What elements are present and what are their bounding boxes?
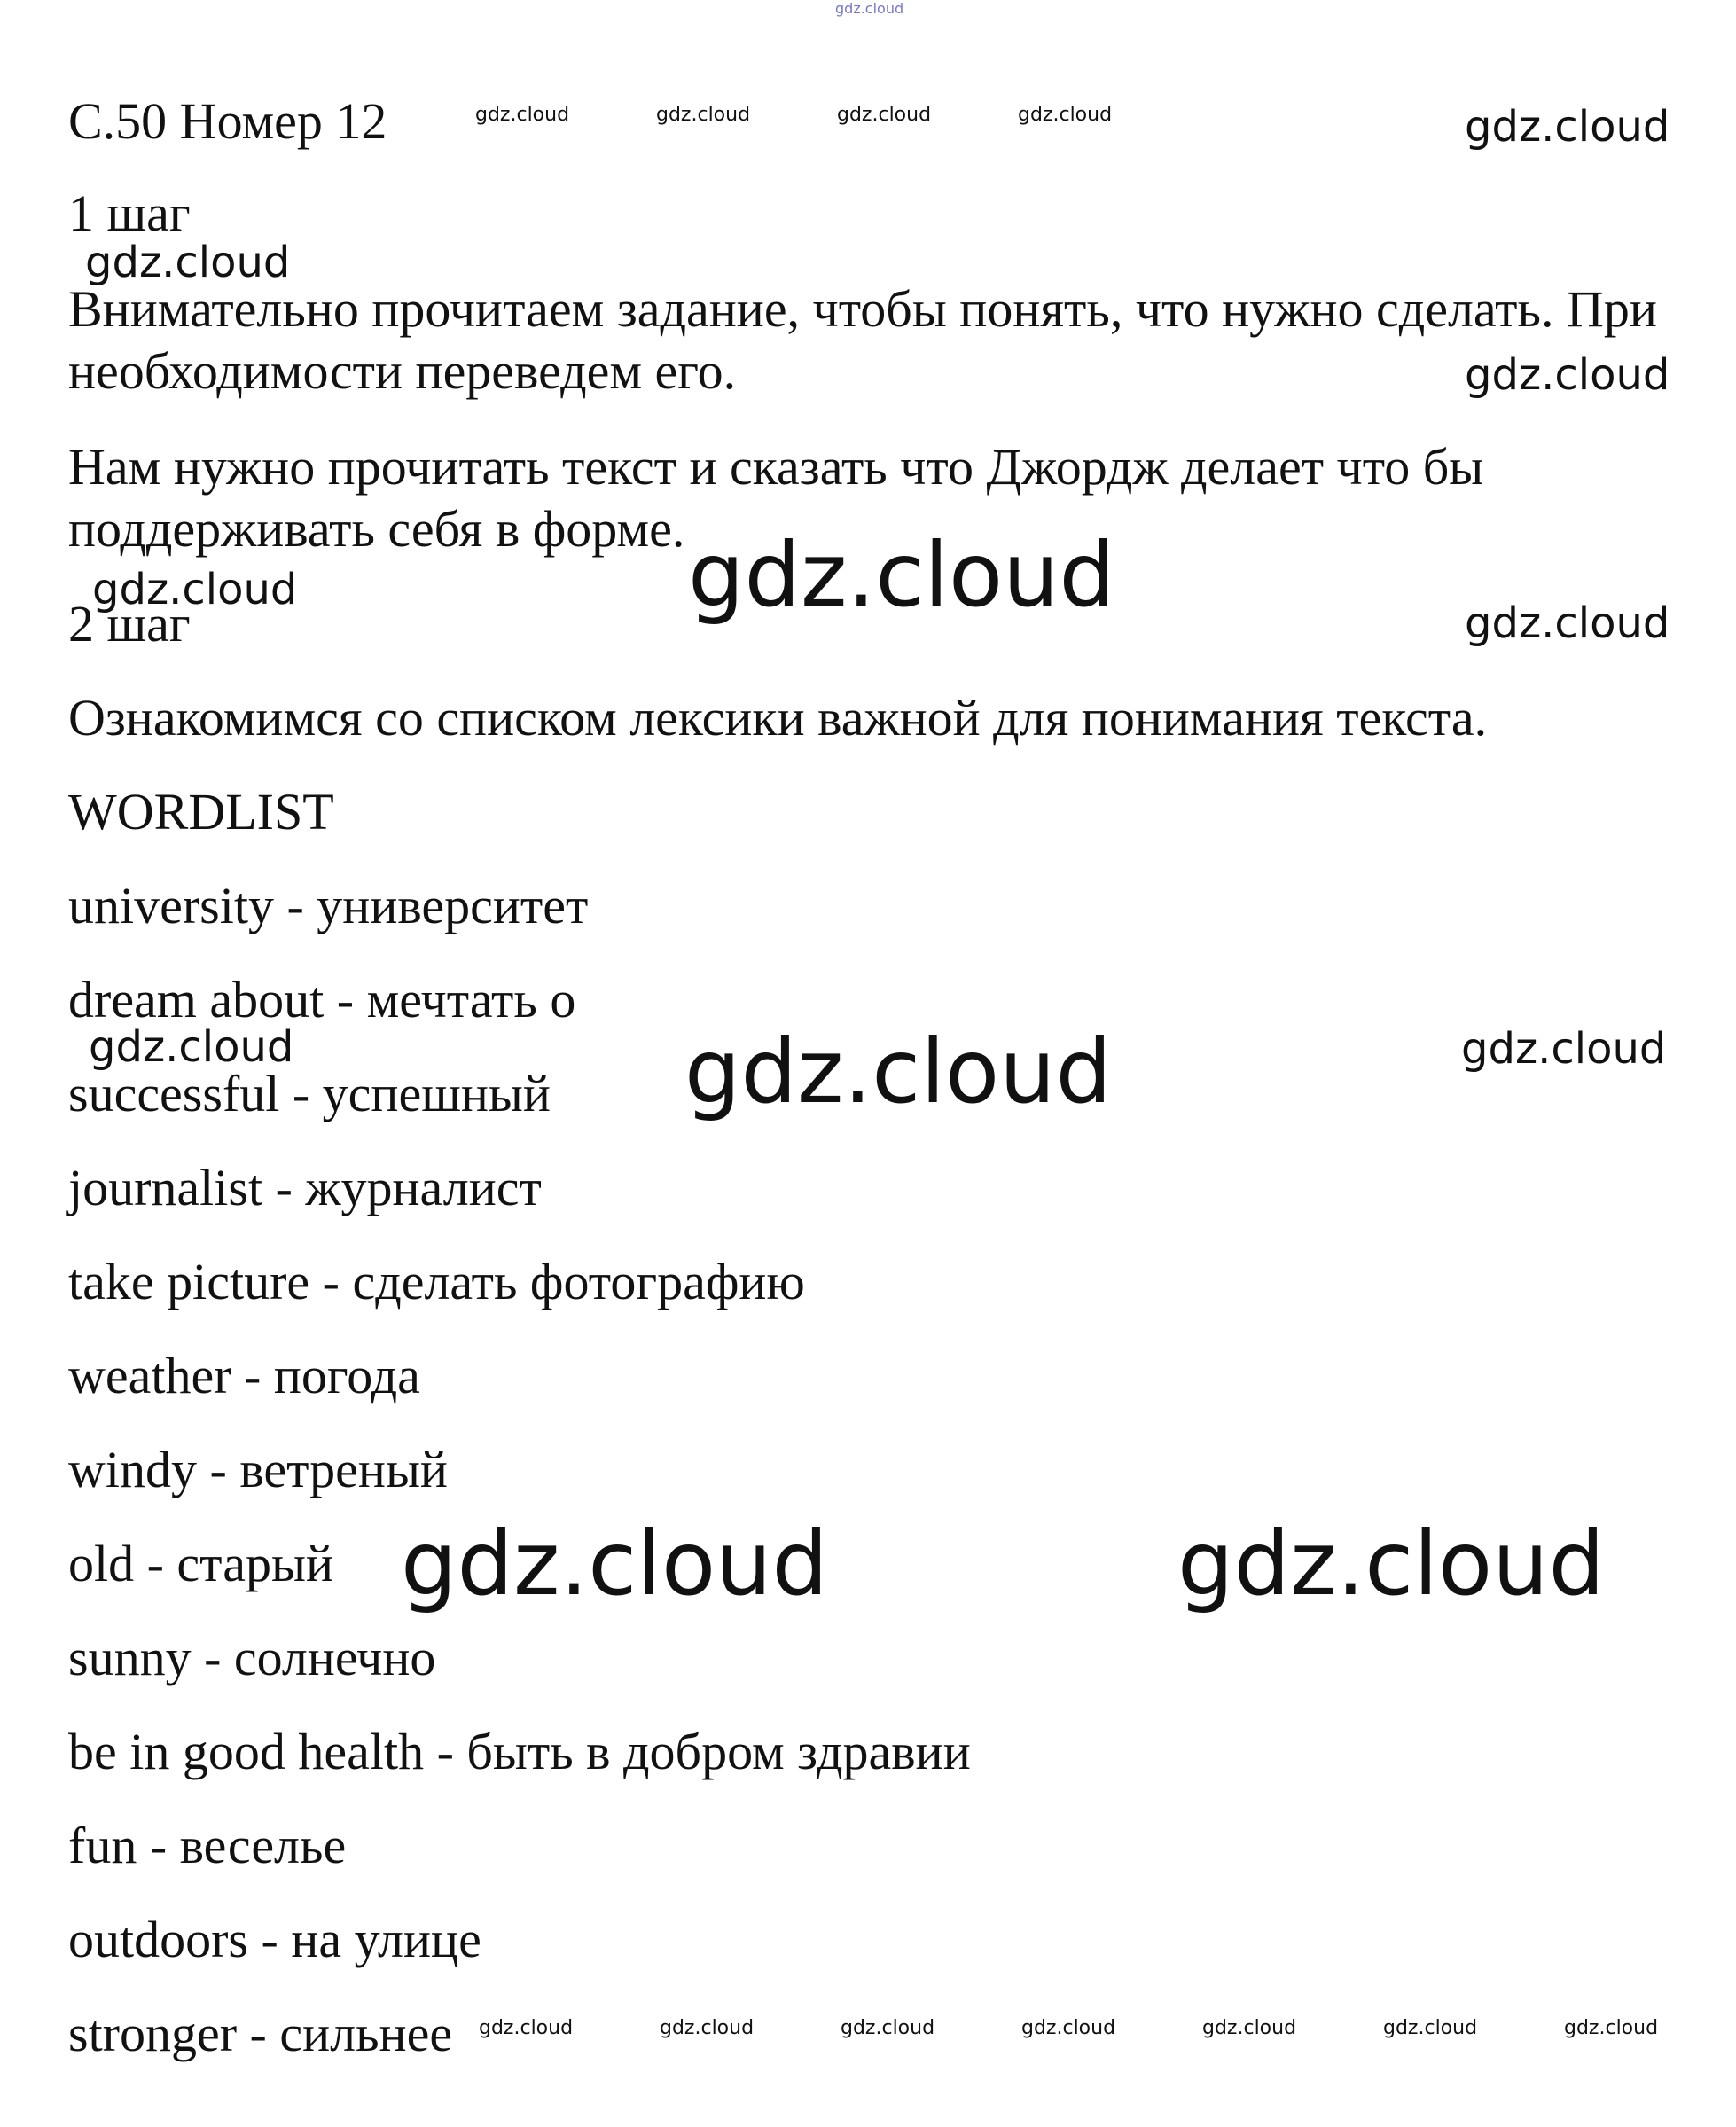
wordlist-item: journalist - журналист: [68, 1159, 542, 1216]
step-2-text: Ознакомимся со списком лексики важной для понимания текста.: [68, 689, 1488, 747]
watermark: gdz.cloud: [688, 523, 1116, 627]
wordlist-heading: WORDLIST: [68, 783, 334, 841]
watermark: gdz.cloud: [85, 238, 291, 287]
wordlist-item: be in good health - быть в добром здравии: [68, 1723, 971, 1780]
step-1-text-line-2: необходимости переведем его.: [68, 342, 737, 400]
task-text-line-1: Нам нужно прочитать текст и сказать что Джордж делает что бы: [68, 438, 1484, 496]
step-1-text-line-1: Внимательно прочитаем задание, чтобы понять, что нужно сделать. При: [68, 280, 1657, 338]
watermark: gdz.cloud: [475, 104, 570, 126]
watermark: gdz.cloud: [660, 2017, 755, 2039]
watermark: gdz.cloud: [1202, 2017, 1297, 2039]
wordlist-item: successful - успешный: [68, 1065, 551, 1122]
step-1-label: 1 шаг: [68, 184, 191, 242]
wordlist-item: weather - погода: [68, 1347, 420, 1404]
watermark: gdz.cloud: [684, 1020, 1113, 1123]
watermark: gdz.cloud: [835, 0, 904, 17]
task-text-line-2: поддерживать себя в форме.: [68, 500, 685, 558]
step-2-label: 2 шаг: [68, 595, 191, 653]
wordlist-item: dream about - мечтать о: [68, 971, 576, 1028]
watermark: gdz.cloud: [401, 1512, 829, 1615]
watermark: gdz.cloud: [1465, 598, 1670, 648]
watermark: gdz.cloud: [656, 104, 751, 126]
watermark: gdz.cloud: [92, 565, 298, 614]
watermark: gdz.cloud: [1177, 1512, 1606, 1615]
watermark: gdz.cloud: [479, 2017, 574, 2039]
wordlist-item: outdoors - на улице: [68, 1911, 481, 1968]
wordlist-item: stronger - сильнее: [68, 2005, 453, 2062]
watermark: gdz.cloud: [1021, 2017, 1116, 2039]
wordlist-item: fun - веселье: [68, 1817, 347, 1874]
wordlist-item: old - старый: [68, 1535, 333, 1592]
wordlist-item: windy - ветреный: [68, 1441, 448, 1498]
watermark: gdz.cloud: [841, 2017, 935, 2039]
page-title: С.50 Номер 12: [68, 92, 387, 150]
wordlist-item: sunny - солнечно: [68, 1629, 436, 1686]
watermark: gdz.cloud: [1465, 102, 1670, 152]
watermark: gdz.cloud: [89, 1022, 294, 1072]
watermark: gdz.cloud: [1018, 104, 1113, 126]
wordlist-item: take picture - сделать фотографию: [68, 1253, 805, 1310]
watermark: gdz.cloud: [1564, 2017, 1659, 2039]
watermark: gdz.cloud: [1383, 2017, 1478, 2039]
wordlist-item: university - университет: [68, 877, 589, 934]
watermark: gdz.cloud: [1461, 1024, 1667, 1074]
watermark: gdz.cloud: [1465, 350, 1670, 400]
watermark: gdz.cloud: [837, 104, 932, 126]
